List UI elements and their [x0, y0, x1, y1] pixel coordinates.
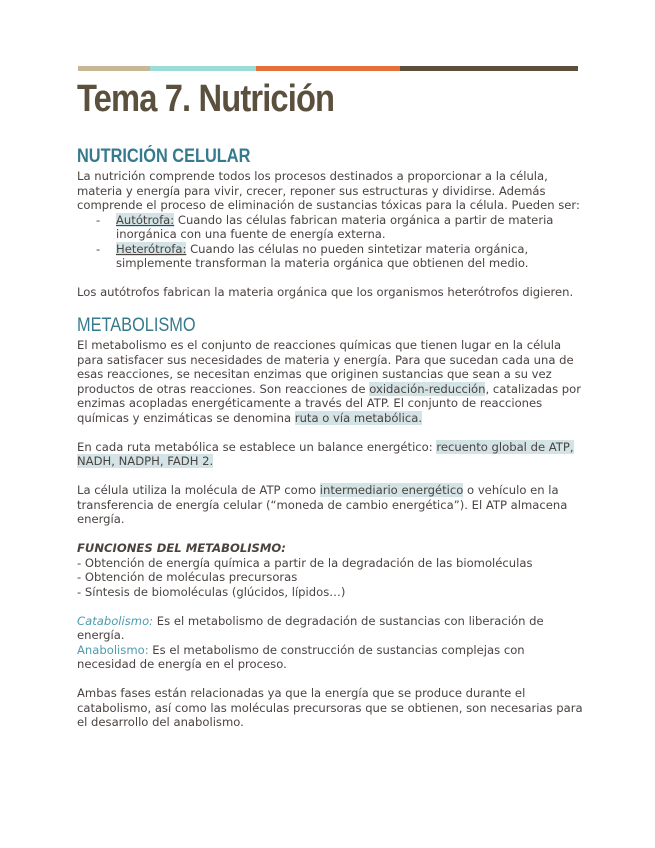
paragraph-anabolismo — [77, 643, 583, 672]
nutrition-types-list — [77, 213, 583, 271]
highlight-intermediario-energetico: intermediario energético — [319, 483, 464, 497]
definition-heterotrofa: Cuando las células no pueden sintetizar materia orgánica, simplemente transforman la materia orgánica que obtienen del medio. — [116, 241, 529, 270]
definition-autotrofa: Cuando las células fabrican materia orgánica a partir de materia inorgánica con una fuente de energía externa. — [116, 212, 554, 241]
text-run: La célula utiliza la molécula de ATP como — [77, 483, 320, 497]
term-catabolismo: Catabolismo: — [77, 613, 154, 628]
text-run: Es el metabolismo de construcción de sustancias complejas con necesidad de energía en el proceso. — [77, 642, 525, 671]
page-title: Tema 7. Nutrición — [77, 78, 335, 120]
list-item-autotrofa — [77, 213, 583, 242]
color-bar-segment-brown — [400, 66, 578, 71]
text-run: o vehículo en la transferencia de energía celular (“moneda de cambio energética”). El ATP almacena energía. — [77, 483, 568, 526]
paragraph-metabolism-definition — [77, 338, 583, 425]
function-item: - Obtención de moléculas precursoras — [77, 570, 298, 584]
document-body — [77, 145, 583, 730]
highlight-ruta-metabolica: ruta o vía metabólica. — [294, 410, 423, 425]
dash-bullet: - — [96, 241, 101, 256]
section-heading-nutricion-celular: NUTRICIÓN CELULAR — [77, 146, 251, 167]
text-run: El metabolismo es el conjunto de reacciones químicas que tienen lugar en la célula para satisfacer sus necesidades de materia y energía. Para que sucedan cada una de esas reacciones, se necesitan enzimas que originen sustancias que sean a su vez productos de otras reacciones. Son reacciones de — [77, 338, 574, 396]
term-autotrofa: Autótrofa: — [116, 212, 175, 227]
functions-heading: FUNCIONES DEL METABOLISMO: — [77, 541, 286, 555]
paragraph-atp — [77, 483, 583, 527]
text-run: , catalizadas por enzimas acopladas energéticamente a través del ATP. El conjunto de reacciones químicas y enzimáticas se denomina — [77, 381, 582, 425]
paragraph-nutrition-intro: La nutrición comprende todos los procesos destinados a proporcionar a la célula, materia y energía para vivir, crecer, reponer sus estructuras y dividirse. Además comprende el proceso de eliminación de sustancias tóxicas para la célula. Pueden ser: — [77, 169, 580, 212]
highlight-oxidacion-reduccion: oxidación-reducción — [369, 381, 486, 396]
section-heading-metabolismo: METABOLISMO — [77, 315, 196, 336]
dash-bullet: - — [96, 212, 101, 227]
function-item: - Síntesis de biomoléculas (glúcidos, lípidos…) — [77, 584, 346, 599]
text-run: En cada ruta metabólica se establece un balance energético: — [77, 439, 437, 454]
paragraph-catabolismo — [77, 614, 583, 643]
text-run: Es el metabolismo de degradación de sustancias con liberación de energía. — [77, 613, 544, 642]
color-bar-segment-aqua — [150, 66, 256, 71]
list-item-heterotrofa — [77, 242, 583, 271]
color-bar-segment-orange — [256, 66, 400, 71]
color-bar-segment-tan — [78, 66, 150, 71]
highlight-recuento-atp: recuento global de ATP, NADH, NADPH, FADH 2. — [77, 439, 574, 468]
term-anabolismo: Anabolismo: — [77, 642, 149, 657]
paragraph-metabolism-closing: Ambas fases están relacionadas ya que la energía que se produce durante el catabolismo, así como las moléculas precursoras que se obtienen, son necesarias para el desarrollo del anabolismo. — [77, 686, 583, 729]
term-heterotrofa: Heterótrofa: — [116, 241, 187, 256]
decorative-color-bar — [78, 66, 578, 71]
paragraph-nutrition-closing: Los autótrofos fabrican la materia orgánica que los organismos heterótrofos digieren. — [77, 285, 574, 299]
paragraph-energy-balance — [77, 440, 583, 469]
function-item: - Obtención de energía química a partir de la degradación de las biomoléculas — [77, 555, 533, 570]
